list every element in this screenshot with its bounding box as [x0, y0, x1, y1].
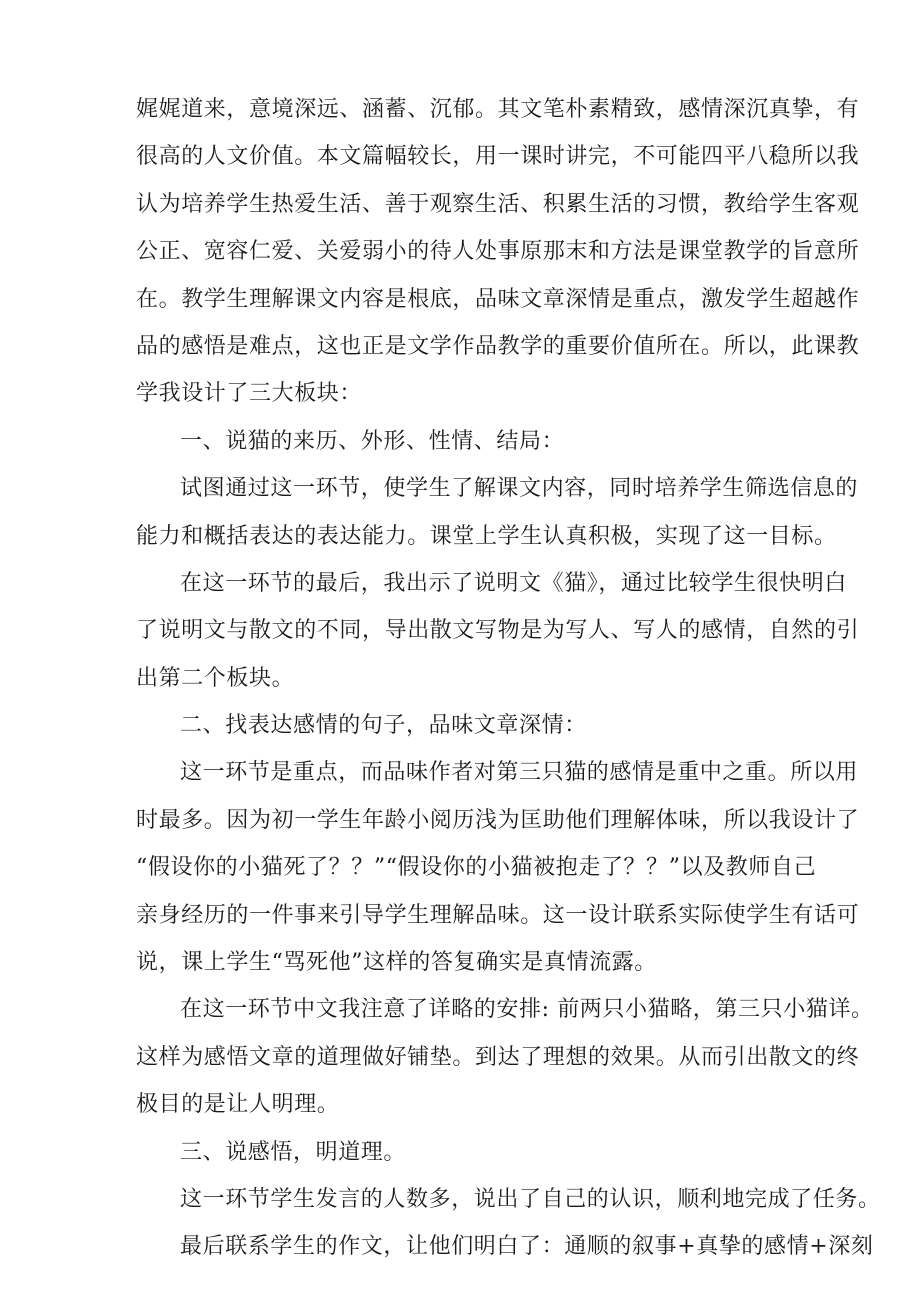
text-line: 试图通过这一环节，使学生了解课文内容，同时培养学生筛选信息的: [180, 476, 859, 502]
text-line: 学我设计了三大板块：: [136, 381, 363, 407]
section-heading: 三、说感悟，明道理。: [180, 1139, 407, 1165]
text-line: 这一环节是重点，而品味作者对第三只猫的感情是重中之重。所以用: [180, 760, 859, 786]
text-line: 很高的人文价值。本文篇幅较长，用一课时讲完，不可能四平八稳所以我: [136, 144, 860, 170]
text-line: 时最多。因为初一学生年龄小阅历浅为匡助他们理解体味，所以我设计了: [136, 807, 860, 833]
text-line: “假设你的小猫死了？？”“假设你的小猫被抱走了？？”以及教师自己: [136, 855, 817, 881]
text-line: 品的感悟是难点，这也正是文学作品教学的重要价值所在。所以，此课教: [136, 333, 860, 359]
section-heading: 二、找表达感情的句子，品味文章深情：: [180, 713, 587, 739]
text-line: 出第二个板块。: [136, 665, 295, 691]
text-line: 说，课上学生“骂死他”这样的答复确实是真情流露。: [136, 950, 657, 976]
text-line: 在这一环节中文我注意了详略的安排: 前两只小猫略，第三只小猫详。: [180, 997, 874, 1023]
text-line: 认为培养学生热爱生活、善于观察生活、积累生活的习惯，教给学生客观: [136, 191, 860, 217]
text-line: 亲身经历的一件事来引导学生理解品味。这一设计联系实际使学生有话可: [136, 902, 860, 928]
text-line: 极目的是让人明理。: [136, 1092, 340, 1118]
text-line: 娓娓道来，意境深远、涵蓄、沉郁。其文笔朴素精致，感情深沉真挚，有: [136, 97, 860, 122]
text-line: 在这一环节的最后，我出示了说明文《猫》，通过比较学生很快明白: [180, 570, 848, 596]
text-line: 这一环节学生发言的人数多，说出了自己的认识，顺利地完成了任务。: [180, 1186, 881, 1212]
text-line: 在。教学生理解课文内容是根底，品味文章深情是重点，激发学生超越作: [136, 286, 860, 312]
section-heading: 一、说猫的来历、外形、性情、结局：: [180, 428, 565, 454]
document-page: [136, 86, 881, 1271]
text-line: 了说明文与散文的不同，导出散文写物是为写人、写人的感情，自然的引: [136, 618, 860, 644]
text-line: 公正、宽容仁爱、关爱弱小的待人处事原那末和方法是课堂教学的旨意所: [136, 239, 860, 265]
text-line: 能力和概括表达的表达能力。课堂上学生认真积极，实现了这一目标。: [136, 523, 837, 549]
text-line: 最后联系学生的作文，让他们明白了：通顺的叙事+真挚的感情+深刻: [180, 1234, 874, 1260]
text-line: 这样为感悟文章的道理做好铺垫。到达了理想的效果。从而引出散文的终: [136, 1044, 860, 1070]
